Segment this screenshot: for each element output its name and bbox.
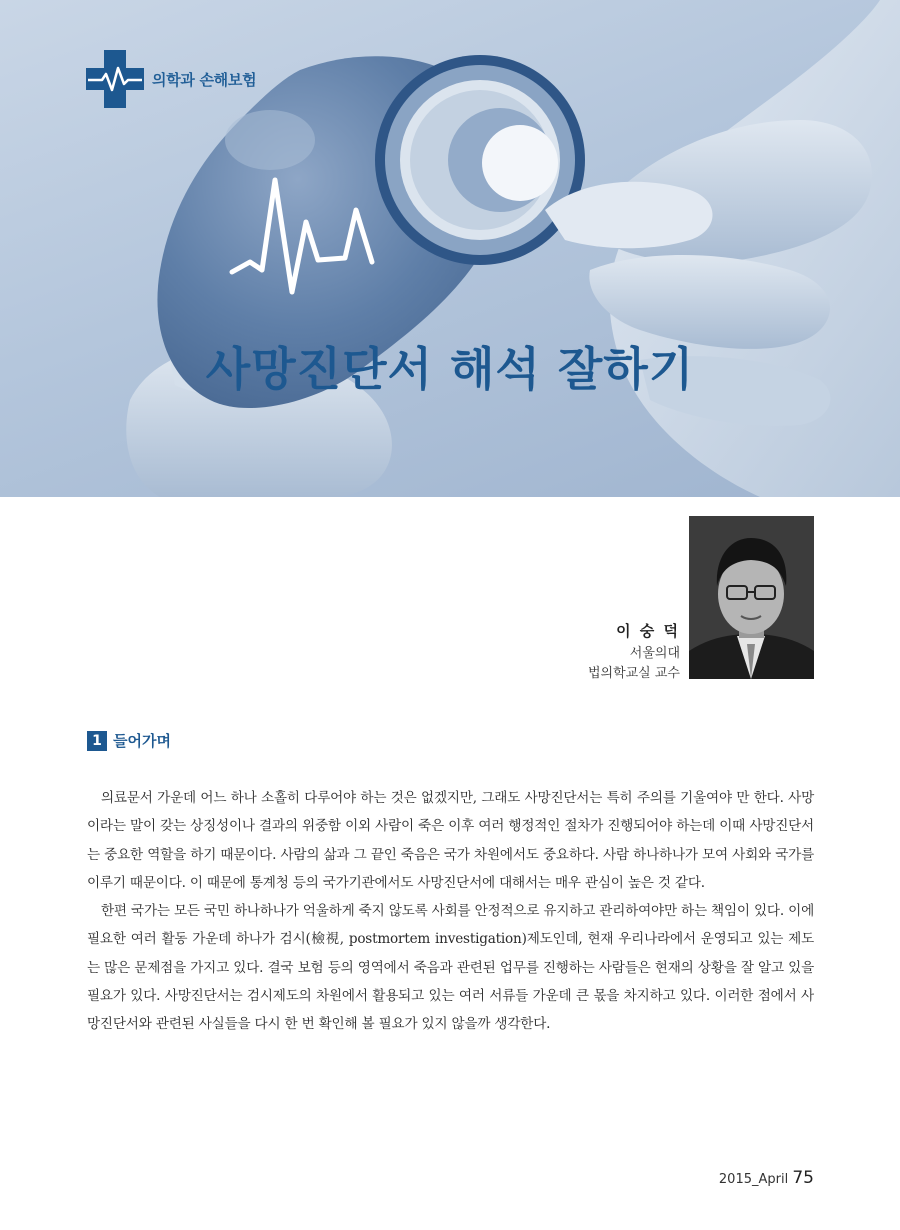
author-photo: [689, 516, 814, 679]
medical-cross-icon: [86, 50, 144, 108]
category-header: [86, 50, 256, 108]
section-number-badge: 1: [87, 731, 107, 751]
author-affiliation-dept: 법의학교실 교수: [587, 666, 680, 681]
hero-banner: [0, 0, 900, 497]
section-title: 들어가며: [113, 732, 171, 750]
issue-label: 2015_April: [718, 1172, 789, 1187]
category-label: 의학과 손해보험: [152, 70, 257, 89]
author-name: 이 숭 덕: [616, 622, 680, 640]
author-affiliation-school: 서울의대: [629, 646, 680, 661]
page-title: 사망진단서 해석 잘하기: [205, 342, 695, 396]
paragraph: 한편 국가는 모든 국민 하나하나가 억울하게 죽지 않도록 사회를 안정적으로 유지하고 관리하여야만 하는 책임이 있다. 이에 필요한 여러 활동 가운데 하나가 검시(檢視, postmortem investigation)제도인데, 현재 우리나라에서 운영되고 있는 제도는 많은 문제점을 가지고 있다. 결국 보험 등의 영역에서 죽음과 관련된 업무를 진행하는 사람들은 현재의 상황을 잘 알고 있을 필요가 있다. 사망진단서는 검시제도의 차원에서 활용되고 있는 여러 서류들 가운데 큰 몫을 차지하고 있다. 이러한 점에서 사망진단서와 관련된 사실들을 다시 한 번 확인해 볼 필요가 있지 않을까 생각한다.: [87, 903, 814, 1033]
article-body: [87, 784, 814, 1039]
section-heading: [87, 730, 171, 751]
page-footer: [719, 1168, 814, 1188]
page-number: 75: [792, 1168, 814, 1188]
paragraph: 의료문서 가운데 어느 하나 소홀히 다루어야 하는 것은 없겠지만, 그래도 사망진단서는 특히 주의를 기울여야 만 한다. 사망이라는 말이 갖는 상징성이나 결과의 위중함 이외 사람이 죽은 이후 여러 행정적인 절차가 진행되어야 하는데 이때 사망진단서는 중요한 역할을 하기 때문이다. 사람의 삶과 그 끝인 죽음은 국가 차원에서도 중요하다. 사람 하나하나가 모여 사회와 국가를 이루기 때문이다. 이 때문에 통계청 등의 국가기관에서도 사망진단서에 대해서는 매우 관심이 높은 것 같다.: [87, 790, 814, 891]
